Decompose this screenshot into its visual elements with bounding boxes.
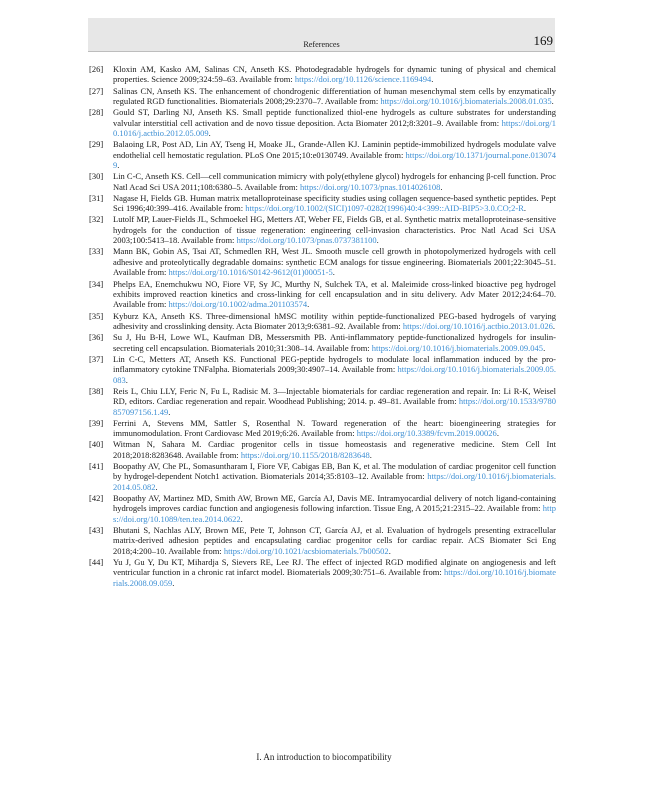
reference-number: [26]: [89, 64, 104, 74]
reference-item: [89, 86, 556, 107]
reference-citation: Balaoing LR, Post AD, Lin AY, Tseng H, Moake JL, Grande-Allen KJ. Laminin peptide-immobilized hydrogels modulate valve endothelial cell hemostatic regulation. PLoS One 2015;10:e0130749. Available from:: [113, 139, 556, 160]
reference-item: [89, 193, 556, 214]
reference-citation: Mann BK, Gobin AS, Tsai AT, Schmedlen RH, West JL. Smooth muscle cell growth in photopolymerized hydrogels with cell adhesive and proteolytically degradable domains: synthetic ECM analogs for tissue engineering. Biomaterials 2001;22:3045–51. Available from:: [113, 246, 556, 278]
reference-end-punctuation: .: [552, 320, 556, 331]
reference-end-punctuation: .: [117, 160, 120, 171]
reference-end-punctuation: .: [125, 374, 128, 385]
reference-number: [42]: [89, 493, 104, 503]
doi-link[interactable]: https://doi.org/10.1126/science.1169494: [294, 74, 432, 85]
reference-item: [89, 311, 556, 332]
reference-number: [44]: [89, 557, 104, 568]
reference-number: [37]: [89, 353, 104, 364]
doi-link[interactable]: https://doi.org/10.1002/(SICI)1097-0282(1996)40:4<399::AID-BIP5>3.0.CO;2-R: [245, 203, 524, 214]
reference-citation: Gould ST, Darling NJ, Anseth KS. Small peptide functionalized thiol-ene hydrogels as culture substrates for understanding valvular interstitial cell activation and de novo tissue deposition. Acta Biomater 2012;8:3201–9. Available from:: [113, 107, 556, 128]
reference-citation: Yu J, Gu Y, Du KT, Mihardja S, Sievers RE, Lee RJ. The effect of injected RGD modified alginate on angiogenesis and left ventricular function in a chronic rat infarct model. Biomaterials 2009;30:751–6. Available from:: [113, 557, 556, 578]
doi-link[interactable]: https://doi.org/10.1016/j.biomaterials.2008.01.035: [380, 96, 552, 107]
reference-number: [39]: [89, 417, 104, 428]
reference-end-punctuation: .: [543, 342, 546, 353]
reference-number: [27]: [89, 85, 104, 96]
reference-end-punctuation: .: [332, 267, 335, 278]
reference-number: [35]: [89, 310, 104, 321]
reference-number: [41]: [89, 460, 104, 471]
doi-link[interactable]: https://doi.org/10.1073/pnas.0737381100: [236, 235, 377, 246]
doi-link[interactable]: https://doi.org/10.1533/9780857097156.1.49: [113, 396, 556, 417]
reference-item: [89, 279, 556, 310]
reference-end-punctuation: .: [172, 577, 175, 588]
reference-item: [89, 525, 556, 556]
doi-link[interactable]: https://doi.org/10.1016/S0142-9612(01)00051-5: [168, 267, 333, 278]
doi-link[interactable]: https://doi.org/10.1371/journal.pone.0130749: [113, 149, 556, 171]
reference-number: [43]: [89, 525, 104, 536]
reference-end-punctuation: .: [168, 406, 171, 417]
reference-end-punctuation: .: [376, 235, 379, 246]
reference-citation: Bhutani S, Nachlas ALY, Brown ME, Pete T, Johnson CT, García AJ, et al. Evaluation of hydrogels presenting extracellular matrix-derived adhesion peptides and encapsulating cardiac progenitor cells for cardiac repair. ACS Biomater Sci Eng 2018;4:200–10. Available from:: [113, 525, 556, 556]
reference-citation: Phelps EA, Enemchukwu NO, Fiore VF, Sy JC, Murthy N, Sulchek TA, et al. Maleimide cross-linked bioactive peg hydrogel exhibits improved reaction kinetics and cross-linking for cell encapsulation and in situ delivery. Adv Mater 2012;24:64–70. Available from:: [113, 278, 556, 310]
reference-number: [30]: [89, 171, 104, 182]
reference-item: [89, 332, 556, 353]
reference-item: [89, 386, 556, 417]
reference-citation: Reis L, Chiu LLY, Feric N, Fu L, Radisic M. 3—Injectable biomaterials for cardiac regeneration and repair. In: Li R-K, Weisel RD, editors. Cardiac regeneration and repair. Woodhead Publishing; 2014. p. 49–81. Available from:: [113, 385, 556, 407]
reference-end-punctuation: .: [431, 74, 434, 85]
doi-link[interactable]: https://doi.org/10.1016/j.biomaterials.2009.05.083: [113, 364, 556, 385]
reference-item: [89, 246, 556, 277]
reference-end-punctuation: .: [551, 96, 554, 107]
reference-number: [28]: [89, 107, 104, 118]
reference-citation: Lutolf MP, Lauer-Fields JL, Schmoekel HG, Metters AT, Weber FE, Fields GB, et al. Synthetic matrix metalloproteinase-sensitive hydrogels for the conduction of tissue regeneration: engineering cell-invasion characteristics. Proc Natl Acad Sci USA 2003;100:5413–18. Available from:: [113, 214, 556, 246]
doi-link[interactable]: https://doi.org/10.1016/j.biomaterials.2014.05.082: [113, 471, 556, 492]
reference-item: [89, 493, 556, 524]
reference-item: [89, 107, 556, 138]
reference-end-punctuation: .: [307, 299, 310, 310]
reference-number: [38]: [89, 385, 104, 396]
doi-link[interactable]: https://doi.org/10.1002/adma.201103574: [168, 299, 308, 310]
reference-citation: Witman N, Sahara M. Cardiac progenitor cells in tissue homeostasis and regenerative medicine. Stem Cell Int 2018;2018:8283648. Available from:: [113, 439, 556, 460]
reference-end-punctuation: .: [388, 545, 391, 556]
running-header: [88, 18, 555, 52]
reference-item: [89, 214, 556, 245]
reference-item: [89, 354, 556, 385]
reference-number: [29]: [89, 139, 104, 150]
reference-end-punctuation: .: [240, 513, 243, 524]
header-title: References: [303, 40, 340, 49]
reference-end-punctuation: .: [496, 428, 499, 439]
reference-citation: Salinas CN, Anseth KS. The enhancement of chondrogenic differentiation of human mesenchymal stem cells by enzymatically regulated RGD functionalities. Biomaterials 2008;29:2370–7. Available from:: [113, 85, 556, 107]
part-footer: I. An introduction to biocompatibility: [256, 752, 392, 762]
reference-number: [32]: [89, 214, 104, 225]
reference-citation: Lin C-C, Anseth KS. Cell—cell communication mimicry with poly(ethylene glycol) hydrogels for enhancing β-cell function. Proc Natl Acad Sci USA 2011;108:6380–5. Available from:: [113, 171, 556, 192]
doi-link[interactable]: https://doi.org/10.1089/ten.tea.2014.0622: [113, 503, 556, 524]
doi-link[interactable]: https://doi.org/10.3389/fcvm.2019.00026: [356, 428, 497, 439]
doi-link[interactable]: https://doi.org/10.1016/j.actbio.2012.05.009: [113, 117, 556, 139]
reference-citation: Boopathy AV, Che PL, Somasuntharam I, Fiore VF, Cabigas EB, Ban K, et al. The modulation of cardiac progenitor cell function by hydrogel-dependent Notch1 activation. Biomaterials 2014;35:8103–12. Available from:: [113, 460, 556, 482]
reference-number: [31]: [89, 192, 104, 203]
reference-end-punctuation: .: [208, 128, 211, 139]
page-number: 169: [533, 33, 553, 48]
reference-end-punctuation: .: [369, 449, 372, 460]
doi-link[interactable]: https://doi.org/10.1016/j.actbio.2013.01.026: [402, 320, 553, 331]
doi-link[interactable]: https://doi.org/10.1021/acsbiomaterials.7b00502: [223, 545, 389, 556]
reference-item: [89, 64, 556, 85]
reference-item: [89, 139, 556, 170]
reference-number: [40]: [89, 439, 104, 450]
reference-end-punctuation: .: [523, 203, 527, 214]
reference-end-punctuation: .: [440, 181, 443, 192]
reference-item: [89, 557, 556, 588]
reference-citation: Kyburz KA, Anseth KS. Three-dimensional hMSC motility within peptide-functionalized PEG-based hydrogels of varying adhesivity and crosslinking density. Acta Biomater 2013;9:6381–92. Available from:: [113, 310, 556, 331]
reference-list: [89, 64, 556, 589]
reference-citation: Nagase H, Fields GB. Human matrix metalloproteinase specificity studies using collagen sequence-based synthetic peptides. Pept Sci 1996;40:399–416. Available from:: [113, 192, 556, 214]
reference-number: [34]: [89, 278, 104, 289]
reference-end-punctuation: .: [155, 481, 158, 492]
doi-link[interactable]: https://doi.org/10.1155/2018/8283648: [240, 449, 370, 460]
reference-item: [89, 439, 556, 460]
reference-item: [89, 418, 556, 439]
reference-citation: Lin C-C, Metters AT, Anseth KS. Functional PEG-peptide hydrogels to modulate local inflammation induced by the pro-inflammatory cytokine TNFalpha. Biomaterials 2009;30:4907–14. Available from:: [113, 353, 556, 375]
reference-citation: Kloxin AM, Kasko AM, Salinas CN, Anseth KS. Photodegradable hydrogels for dynamic tuning of physical and chemical properties. Science 2009;324:59–63. Available from:: [113, 64, 556, 85]
reference-citation: Su J, Hu B-H, Lowe WL, Kaufman DB, Messersmith PB. Anti-inflammatory peptide-functionalized hydrogels for insulin-secreting cell encapsulation. Biomaterials 2010;31:308–14. Available from:: [113, 332, 556, 353]
doi-link[interactable]: https://doi.org/10.1016/j.biomaterials.2008.09.059: [113, 567, 556, 588]
reference-citation: Ferrini A, Stevens MM, Sattler S, Rosenthal N. Toward regeneration of the heart: bioengineering strategies for immunomodulation. Front Cardiovasc Med 2019;6:26. Available from:: [113, 417, 556, 439]
reference-number: [36]: [89, 332, 104, 343]
reference-item: [89, 461, 556, 492]
doi-link[interactable]: https://doi.org/10.1016/j.biomaterials.2009.09.045: [371, 342, 544, 353]
reference-number: [33]: [89, 246, 104, 257]
reference-item: [89, 171, 556, 192]
reference-citation: Boopathy AV, Martinez MD, Smith AW, Brown ME, García AJ, Davis ME. Intramyocardial delivery of notch ligand-containing hydrogels improves cardiac function and angiogenesis following infarction. Tissue Eng, A 2015;21:2315–22. Available from:: [113, 493, 556, 514]
doi-link[interactable]: https://doi.org/10.1073/pnas.1014026108: [299, 181, 441, 192]
